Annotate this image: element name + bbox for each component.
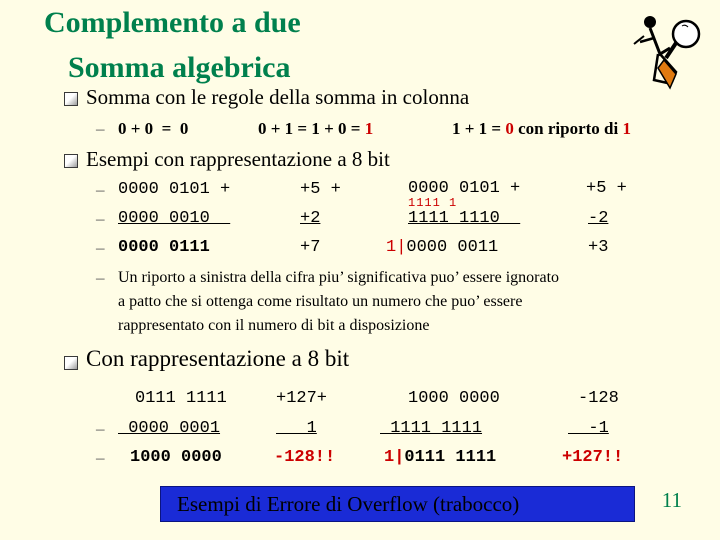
example-result: 0000 0111 [118,238,210,257]
dash: – [96,448,105,467]
example-row: 1111 1110 [408,209,521,228]
example-row: 1111 1111 [380,419,483,438]
note-line: rappresentato con il numero di bit a disposizione [118,317,430,334]
example-decimal: +5 + [586,179,627,198]
rule-zero-plus-zero [118,119,188,139]
rule-text: con riporto di [518,119,619,138]
example-decimal: 1 [276,419,317,438]
bullet-icon [64,356,78,370]
rule-value: 0 [505,119,514,138]
magnifying-glass-figure-icon [630,8,706,90]
rule-text: 0 + 1 = 1 + 0 = [258,119,361,138]
result-bits: 0111 1111 [404,448,497,467]
example-decimal: -1 [568,419,609,438]
example-row: 0000 0101 + [118,180,231,199]
page-number: 11 [661,488,682,512]
overflow-result: +127!! [562,448,624,467]
example-decimal: +5 + [300,180,341,199]
note-line: a patto che si ottenga come risultato un numero che puo’ essere [118,293,523,310]
rule-zero-plus-one [258,119,373,139]
rule-value: 1 [364,119,374,138]
example-result [384,448,496,467]
bullet-text: Esempi con rappresentazione a 8 bit [86,147,390,171]
slide-title-line2: Somma algebrica [68,51,291,84]
example-row: 0000 0010 [118,209,231,228]
example-decimal: +2 [300,209,321,228]
bullet-icon [64,154,78,168]
example-row: 1000 0000 [408,389,500,408]
carry-digits: 1111 1 [408,196,458,210]
bullet-icon [64,92,78,106]
example-decimal: +7 [300,238,321,257]
dash: – [96,238,105,257]
dash: – [96,180,105,199]
example-decimal: -2 [588,209,609,228]
rule-carry: 1 [622,119,631,138]
slide-title-line1: Complemento a due [44,6,301,39]
dash: – [96,268,105,287]
discarded-carry: 1| [386,238,407,257]
overflow-result: -128!! [274,448,336,467]
bullet-text: Somma con le regole della somma in colonna [86,85,470,109]
example-decimal: -128 [578,389,619,408]
example-row: 0000 0001 [118,419,221,438]
example-decimal: +3 [588,238,609,257]
example-decimal: +127+ [276,389,328,408]
example-result [386,238,498,257]
example-row: 0111 1111 [135,389,227,408]
dash: – [96,119,105,138]
rule-text: 0 + 0 = 0 [118,119,189,138]
bullet-text: Con rappresentazione a 8 bit [86,346,350,371]
dash: – [96,209,105,228]
dash: – [96,419,105,438]
discarded-carry: 1| [384,448,405,467]
result-bits: 0000 0011 [406,238,499,257]
note-line: Un riporto a sinistra della cifra piu’ significativa puo’ essere ignorato [118,269,560,286]
rule-text: 1 + 1 = [452,119,502,138]
example-row: 0000 0101 + [408,179,521,198]
example-result: 1000 0000 [130,448,222,467]
footer-caption: Esempi di Errore di Overflow (trabocco) [177,492,520,516]
rule-one-plus-one [452,119,631,139]
